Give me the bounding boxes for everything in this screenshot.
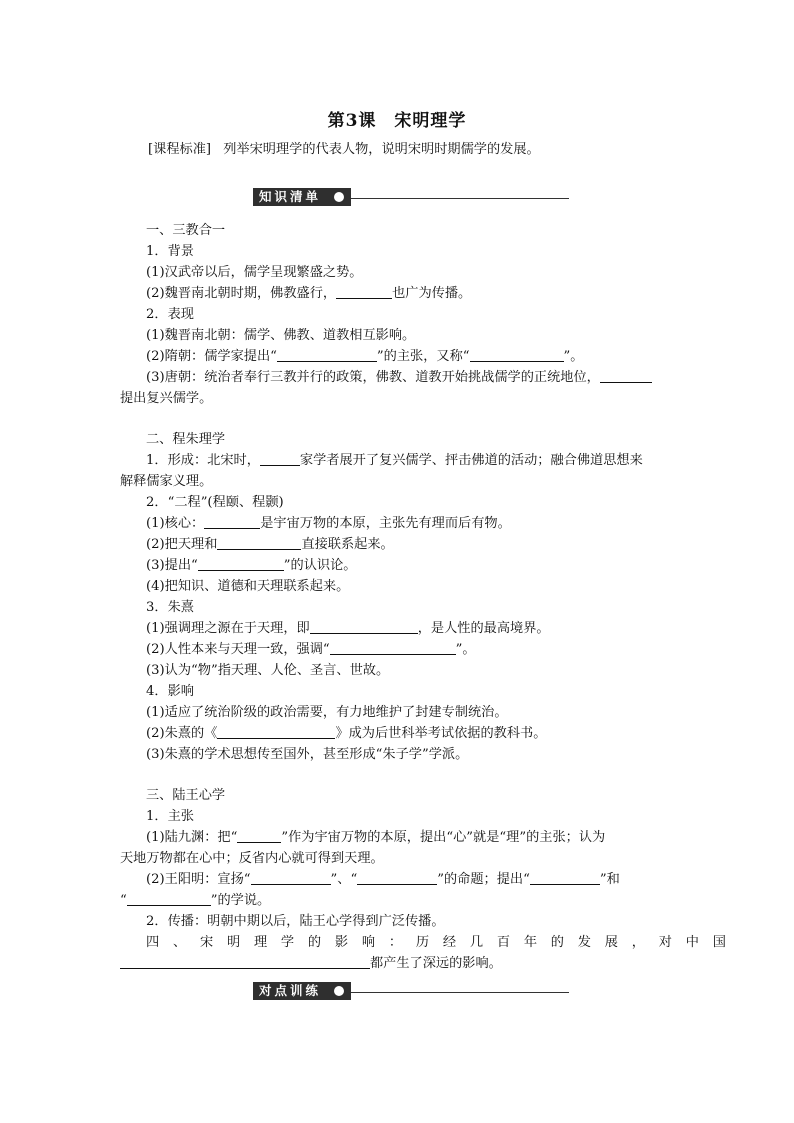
fill-blank[interactable]	[336, 285, 392, 299]
fill-blank[interactable]	[310, 620, 418, 634]
subheading: 2．“二程”(程颐、程颢)	[146, 495, 284, 510]
text-segment: ”。	[563, 349, 584, 364]
text-segment: ”的认识论。	[283, 558, 357, 573]
banner-label: 对点训练	[253, 982, 351, 1000]
text-line: 天地万物都在心中；反省内心就可得到天理。	[120, 851, 384, 866]
text-line: 提出复兴儒学。	[120, 391, 213, 406]
text-segment: ”和	[599, 872, 620, 887]
fill-blank[interactable]	[470, 348, 564, 362]
fill-blank[interactable]	[198, 557, 284, 571]
text-line	[120, 641, 701, 659]
text-line	[120, 285, 701, 303]
knowledge-banner	[253, 188, 569, 206]
standard-text: 列举宋明理学的代表人物，说明宋明时期儒学的发展。	[223, 142, 540, 157]
text-line: (1)适应了统治阶级的政治需要，有力地维护了封建专制统治。	[146, 705, 508, 720]
text-line	[120, 620, 701, 638]
text-line	[120, 348, 701, 366]
text-line: (3)认为“物”指天理、人伦、圣言、世故。	[146, 663, 390, 678]
text-segment: ，是人性的最高境界。	[417, 621, 550, 636]
fill-blank[interactable]	[217, 536, 301, 550]
fill-blank[interactable]	[237, 829, 281, 843]
text-segment: ”。	[455, 642, 476, 657]
text-line	[120, 536, 701, 554]
subheading: 2．表现	[146, 307, 194, 322]
text-line	[120, 829, 701, 847]
text-segment: 家学者展开了复兴儒学、抨击佛道的活动；融合佛道思想来	[299, 453, 643, 468]
bullet-icon	[334, 986, 344, 996]
text-line: (1)魏晋南北朝：儒学、佛教、道教相互影响。	[146, 328, 416, 343]
text-segment: (3)提出“	[146, 558, 198, 573]
text-segment: ”作为宇宙万物的本原，提出“心”就是“理”的主张；认为	[281, 830, 606, 845]
text-segment: 也广为传播。	[392, 286, 472, 301]
text-line: 解释儒家义理。	[120, 474, 213, 489]
text-segment: 是宇宙万物的本原，主张先有理而后有物。	[260, 516, 511, 531]
fill-blank[interactable]	[251, 871, 331, 885]
fill-blank[interactable]	[530, 871, 600, 885]
text-segment: ”的主张，又称“	[376, 349, 470, 364]
section-heading: 三、陆王心学	[146, 788, 226, 803]
section-heading: 二、程朱理学	[146, 432, 226, 447]
fill-blank[interactable]	[330, 641, 456, 655]
fill-blank[interactable]	[120, 955, 370, 969]
divider	[351, 992, 569, 993]
text-line: 四、宋明理学的影响：历经几百年的发展，对中国	[146, 935, 740, 950]
text-line	[120, 871, 701, 889]
text-segment: ”的学说。	[210, 893, 271, 908]
subheading: 3．朱熹	[146, 600, 194, 615]
text-segment: (3)唐朝：统治者奉行三教并行的政策，佛教、道教开始挑战儒学的正统地位，	[146, 370, 600, 385]
text-segment: ”的命题；提出“	[437, 872, 530, 887]
text-segment: ”、“	[330, 872, 358, 887]
fill-blank[interactable]	[600, 369, 652, 383]
subheading: 1．主张	[146, 809, 194, 824]
text-line	[120, 452, 701, 470]
text-segment: (2)把天理和	[146, 537, 218, 552]
page-title: 第3课 宋明理学	[327, 111, 467, 131]
fill-blank[interactable]	[260, 452, 300, 466]
text-segment: (2)朱熹的《	[146, 726, 218, 741]
text-line	[120, 557, 701, 575]
text-segment: 1．形成：北宋时，	[146, 453, 260, 468]
subheading: 4．影响	[146, 684, 194, 699]
text-line	[120, 955, 675, 973]
text-line	[120, 369, 701, 387]
text-segment: (2)隋朝：儒学家提出“	[146, 349, 277, 364]
banner-label: 知识清单	[253, 188, 351, 206]
fill-blank[interactable]	[357, 871, 437, 885]
subheading: 1．背景	[146, 244, 194, 259]
text-line	[120, 725, 701, 743]
text-segment: 直接联系起来。	[301, 537, 394, 552]
fill-blank[interactable]	[204, 515, 260, 529]
section-heading: 一、三教合一	[146, 223, 226, 238]
practice-banner	[253, 982, 569, 1000]
standard-label: [课程标准]	[148, 142, 212, 157]
text-segment: (2)王阳明：宣扬“	[146, 872, 251, 887]
text-segment: 都产生了深远的影响。	[370, 956, 502, 971]
text-line: (4)把知识、道德和天理联系起来。	[146, 579, 350, 594]
divider	[351, 198, 569, 199]
text-segment: “	[120, 893, 127, 908]
bullet-icon	[334, 192, 344, 202]
text-segment: (1)核心：	[146, 516, 205, 531]
text-line	[120, 515, 701, 533]
text-segment: (1)强调理之源在于天理，即	[146, 621, 310, 636]
text-segment: (2)魏晋南北朝时期，佛教盛行，	[146, 286, 337, 301]
text-segment: (2)人性本来与天理一致，强调“	[146, 642, 330, 657]
fill-blank[interactable]	[277, 348, 377, 362]
text-segment: (1)陆九渊：把“	[146, 830, 238, 845]
course-standard	[148, 141, 703, 159]
text-line	[120, 892, 675, 910]
text-line: (3)朱熹的学术思想传至国外，甚至形成“朱子学”学派。	[146, 747, 469, 762]
text-segment: 》成为后世科举考试依据的教科书。	[335, 726, 547, 741]
fill-blank[interactable]	[127, 892, 211, 906]
fill-blank[interactable]	[217, 725, 335, 739]
text-line: 2．传播：明朝中期以后，陆王心学得到广泛传播。	[146, 914, 445, 929]
text-line: (1)汉武帝以后，儒学呈现繁盛之势。	[146, 265, 363, 280]
